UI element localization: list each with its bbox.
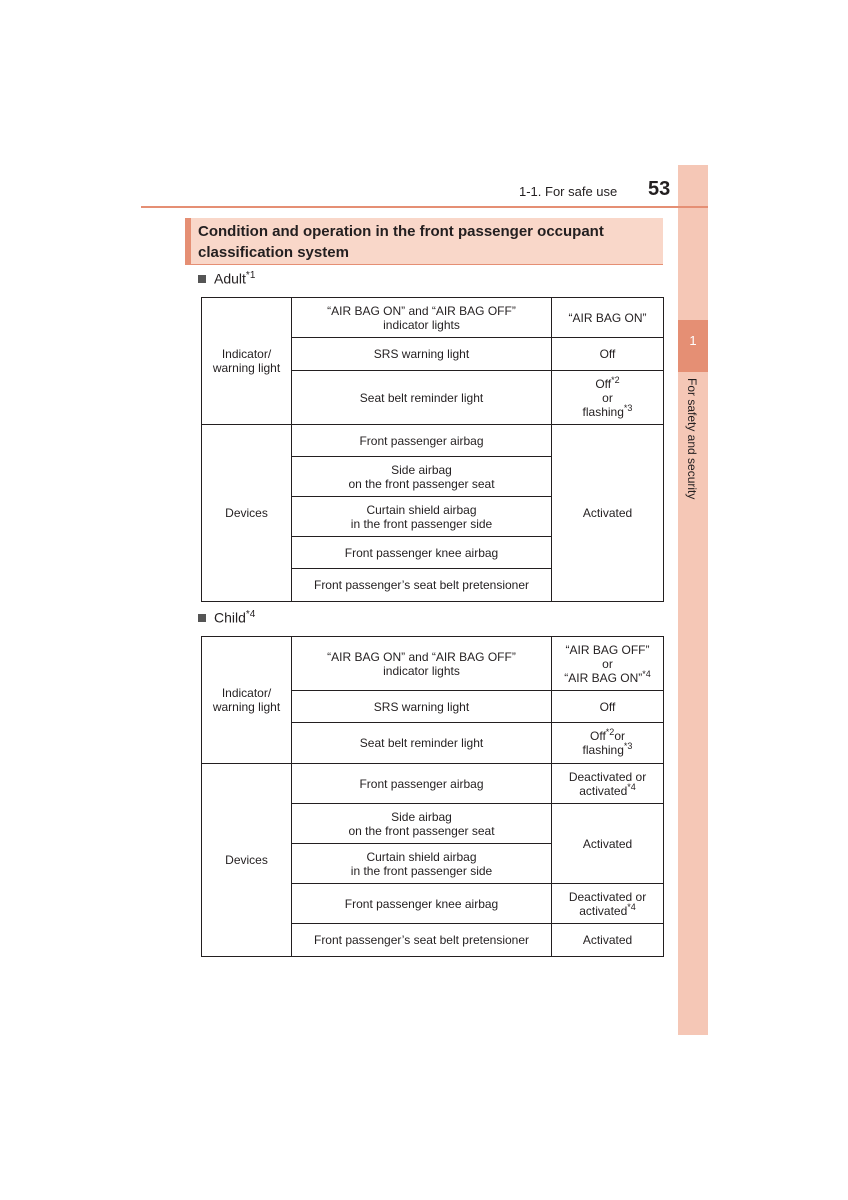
knee-airbag-value: Deactivated or activated$^{*4}$	[552, 884, 664, 924]
table-row	[202, 425, 664, 457]
section-heading: Condition and operation in the front passenger occupant classification system	[185, 218, 663, 264]
front-airbag-cell: Front passenger airbag	[292, 425, 552, 457]
side-airbag-cell: Side airbag on the front passenger seat	[292, 804, 552, 844]
airbag-indicator-value: “AIR BAG OFF” or “AIR BAG ON”$^{*4}$	[552, 637, 664, 691]
header-section-title: 1-1. For safe use	[519, 184, 618, 199]
seatbelt-reminder-value: Off$^{*2}$or flashing$^{*3}$	[552, 723, 664, 764]
front-airbag-value: Deactivated or activated$^{*4}$	[552, 764, 664, 804]
adult-title: Adult	[214, 270, 246, 287]
adult-subheading	[198, 270, 255, 287]
child-title-note: *4	[245, 609, 256, 620]
bullet-square-icon	[198, 614, 206, 622]
devices-group-cell: Devices	[202, 425, 292, 602]
srs-warning-cell: SRS warning light	[292, 691, 552, 723]
table-row	[202, 637, 664, 691]
chapter-number: 1	[678, 320, 708, 372]
knee-airbag-cell: Front passenger knee airbag	[292, 884, 552, 924]
indicator-group-cell: Indicator/ warning light	[202, 637, 292, 764]
indicator-group-cell: Indicator/ warning light	[202, 298, 292, 425]
seatbelt-reminder-cell: Seat belt reminder light	[292, 371, 552, 425]
knee-airbag-cell: Front passenger knee airbag	[292, 537, 552, 569]
child-table	[201, 636, 664, 957]
curtain-airbag-cell: Curtain shield airbag in the front passenger side	[292, 844, 552, 884]
pretensioner-cell: Front passenger’s seat belt pretensioner	[292, 569, 552, 602]
devices-group-cell: Devices	[202, 764, 292, 957]
srs-warning-cell: SRS warning light	[292, 338, 552, 371]
side-airbag-cell: Side airbag on the front passenger seat	[292, 457, 552, 497]
table-row	[202, 764, 664, 804]
bullet-square-icon	[198, 275, 206, 283]
chapter-side-tab	[678, 165, 708, 1035]
child-subheading	[198, 609, 255, 626]
airbag-indicator-cell: “AIR BAG ON” and “AIR BAG OFF” indicator lights	[292, 637, 552, 691]
section-heading-rule	[185, 264, 663, 265]
airbag-indicator-cell: “AIR BAG ON” and “AIR BAG OFF” indicator lights	[292, 298, 552, 338]
srs-warning-value: Off	[552, 691, 664, 723]
header-divider	[141, 206, 708, 208]
srs-warning-value: Off	[552, 338, 664, 371]
adult-table	[201, 297, 664, 602]
airbag-indicator-value: “AIR BAG ON”	[552, 298, 664, 338]
page-number: 53	[648, 178, 671, 200]
pretensioner-value: Activated	[552, 924, 664, 957]
child-title: Child	[214, 609, 246, 626]
curtain-airbag-cell: Curtain shield airbag in the front passenger side	[292, 497, 552, 537]
seatbelt-reminder-cell: Seat belt reminder light	[292, 723, 552, 764]
pretensioner-cell: Front passenger’s seat belt pretensioner	[292, 924, 552, 957]
adult-title-note: *1	[245, 270, 256, 281]
chapter-label: For safety and security	[685, 378, 699, 500]
side-curtain-value: Activated	[552, 804, 664, 884]
table-row	[202, 298, 664, 338]
devices-value: Activated	[552, 425, 664, 602]
seatbelt-reminder-value: Off$^{*2}$ or flashing$^{*3}$	[552, 371, 664, 425]
front-airbag-cell: Front passenger airbag	[292, 764, 552, 804]
